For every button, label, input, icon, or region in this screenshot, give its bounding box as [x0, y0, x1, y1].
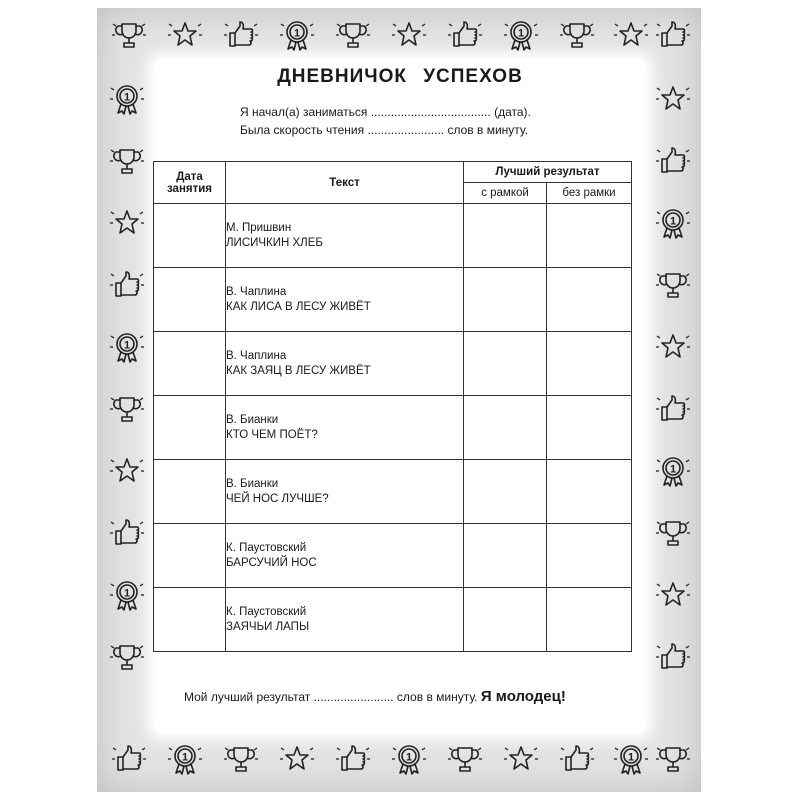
trophy-icon [656, 742, 690, 776]
author-name: М. Пришвин [226, 221, 292, 234]
header-best-result: Лучший результат [464, 162, 632, 183]
with-frame-cell[interactable] [464, 524, 547, 588]
author-name: К. Паустовский [226, 605, 307, 618]
start-date-line: Я начал(а) заниматься .................................... (дата). [240, 105, 531, 119]
date-cell[interactable] [154, 396, 226, 460]
thumbs-up-icon [224, 18, 258, 52]
header-text: Текст [226, 162, 464, 204]
without-frame-cell[interactable] [547, 396, 632, 460]
work-title: ЧЕЙ НОС ЛУЧШЕ? [226, 492, 329, 505]
with-frame-cell[interactable] [464, 268, 547, 332]
date-cell[interactable] [154, 332, 226, 396]
author-name: В. Чаплина [226, 285, 287, 298]
trophy-icon [336, 18, 370, 52]
medal-icon [280, 18, 314, 52]
without-frame-cell[interactable] [547, 588, 632, 652]
table-row [154, 460, 632, 524]
text-cell [226, 268, 464, 332]
work-title: КТО ЧЕМ ПОЁТ? [226, 428, 318, 441]
star-icon [110, 454, 144, 488]
footer-best-result: Мой лучший результат ........................ слов в минуту. [184, 690, 478, 704]
star-icon [504, 742, 538, 776]
medal-icon [614, 742, 648, 776]
medal-icon [110, 330, 144, 364]
thumbs-up-icon [656, 144, 690, 178]
star-icon [280, 742, 314, 776]
svg-text:1: 1 [293, 27, 301, 40]
svg-text:1: 1 [669, 215, 677, 228]
trophy-icon [656, 268, 690, 302]
without-frame-cell[interactable] [547, 524, 632, 588]
svg-text:1: 1 [405, 751, 413, 764]
without-frame-cell[interactable] [547, 460, 632, 524]
footer-praise: Я молодец! [480, 688, 566, 705]
thumbs-up-icon [656, 392, 690, 426]
author-name: К. Паустовский [226, 541, 307, 554]
work-title: ЗАЯЧЬИ ЛАПЫ [226, 620, 310, 633]
thumbs-up-icon [656, 18, 690, 52]
with-frame-cell[interactable] [464, 396, 547, 460]
medal-icon [110, 82, 144, 116]
table-row [154, 332, 632, 396]
star-icon [614, 18, 648, 52]
work-title: БАРСУЧИЙ НОС [226, 556, 317, 569]
table-row [154, 524, 632, 588]
trophy-icon [110, 640, 144, 674]
medal-icon [168, 742, 202, 776]
star-icon [168, 18, 202, 52]
author-name: В. Бианки [226, 413, 279, 426]
header-date: Дата занятия [154, 162, 226, 204]
footer-line [184, 688, 566, 705]
date-cell[interactable] [154, 588, 226, 652]
text-cell [226, 204, 464, 268]
success-log-table [153, 161, 632, 652]
medal-icon [392, 742, 426, 776]
text-cell [226, 588, 464, 652]
svg-text:1: 1 [517, 27, 525, 40]
svg-text:1: 1 [123, 91, 131, 104]
text-cell [226, 460, 464, 524]
trophy-icon [110, 144, 144, 178]
table-row [154, 204, 632, 268]
star-icon [656, 330, 690, 364]
text-cell [226, 396, 464, 460]
thumbs-up-icon [656, 640, 690, 674]
trophy-icon [448, 742, 482, 776]
work-title: ЛИСИЧКИН ХЛЕБ [226, 236, 323, 249]
table-row [154, 396, 632, 460]
table-row [154, 588, 632, 652]
trophy-icon [560, 18, 594, 52]
without-frame-cell[interactable] [547, 268, 632, 332]
svg-text:1: 1 [669, 463, 677, 476]
thumbs-up-icon [110, 268, 144, 302]
thumbs-up-icon [110, 516, 144, 550]
thumbs-up-icon [336, 742, 370, 776]
medal-icon [110, 578, 144, 612]
thumbs-up-icon [560, 742, 594, 776]
medal-icon [504, 18, 538, 52]
date-cell[interactable] [154, 268, 226, 332]
date-cell[interactable] [154, 524, 226, 588]
page-title: ДНЕВНИЧОК УСПЕХОВ [277, 66, 523, 87]
trophy-icon [110, 392, 144, 426]
header-with-frame: с рамкой [464, 183, 547, 204]
work-title: КАК ЗАЯЦ В ЛЕСУ ЖИВЁТ [226, 364, 371, 377]
svg-text:1: 1 [627, 751, 635, 764]
svg-text:1: 1 [181, 751, 189, 764]
author-name: В. Чаплина [226, 349, 287, 362]
trophy-icon [112, 18, 146, 52]
with-frame-cell[interactable] [464, 332, 547, 396]
text-cell [226, 524, 464, 588]
header-without-frame: без рамки [547, 183, 632, 204]
text-cell [226, 332, 464, 396]
medal-icon [656, 206, 690, 240]
thumbs-up-icon [112, 742, 146, 776]
work-title: КАК ЛИСА В ЛЕСУ ЖИВЁТ [226, 300, 371, 313]
with-frame-cell[interactable] [464, 460, 547, 524]
date-cell[interactable] [154, 460, 226, 524]
star-icon [656, 578, 690, 612]
date-cell[interactable] [154, 204, 226, 268]
initial-speed-line: Была скорость чтения ....................... слов в минуту. [240, 123, 529, 137]
trophy-icon [224, 742, 258, 776]
star-icon [110, 206, 144, 240]
with-frame-cell[interactable] [464, 588, 547, 652]
without-frame-cell[interactable] [547, 204, 632, 268]
table-row [154, 268, 632, 332]
author-name: В. Бианки [226, 477, 279, 490]
trophy-icon [656, 516, 690, 550]
with-frame-cell[interactable] [464, 204, 547, 268]
thumbs-up-icon [448, 18, 482, 52]
medal-icon [656, 454, 690, 488]
svg-text:1: 1 [123, 587, 131, 600]
star-icon [656, 82, 690, 116]
star-icon [392, 18, 426, 52]
without-frame-cell[interactable] [547, 332, 632, 396]
svg-text:1: 1 [123, 339, 131, 352]
